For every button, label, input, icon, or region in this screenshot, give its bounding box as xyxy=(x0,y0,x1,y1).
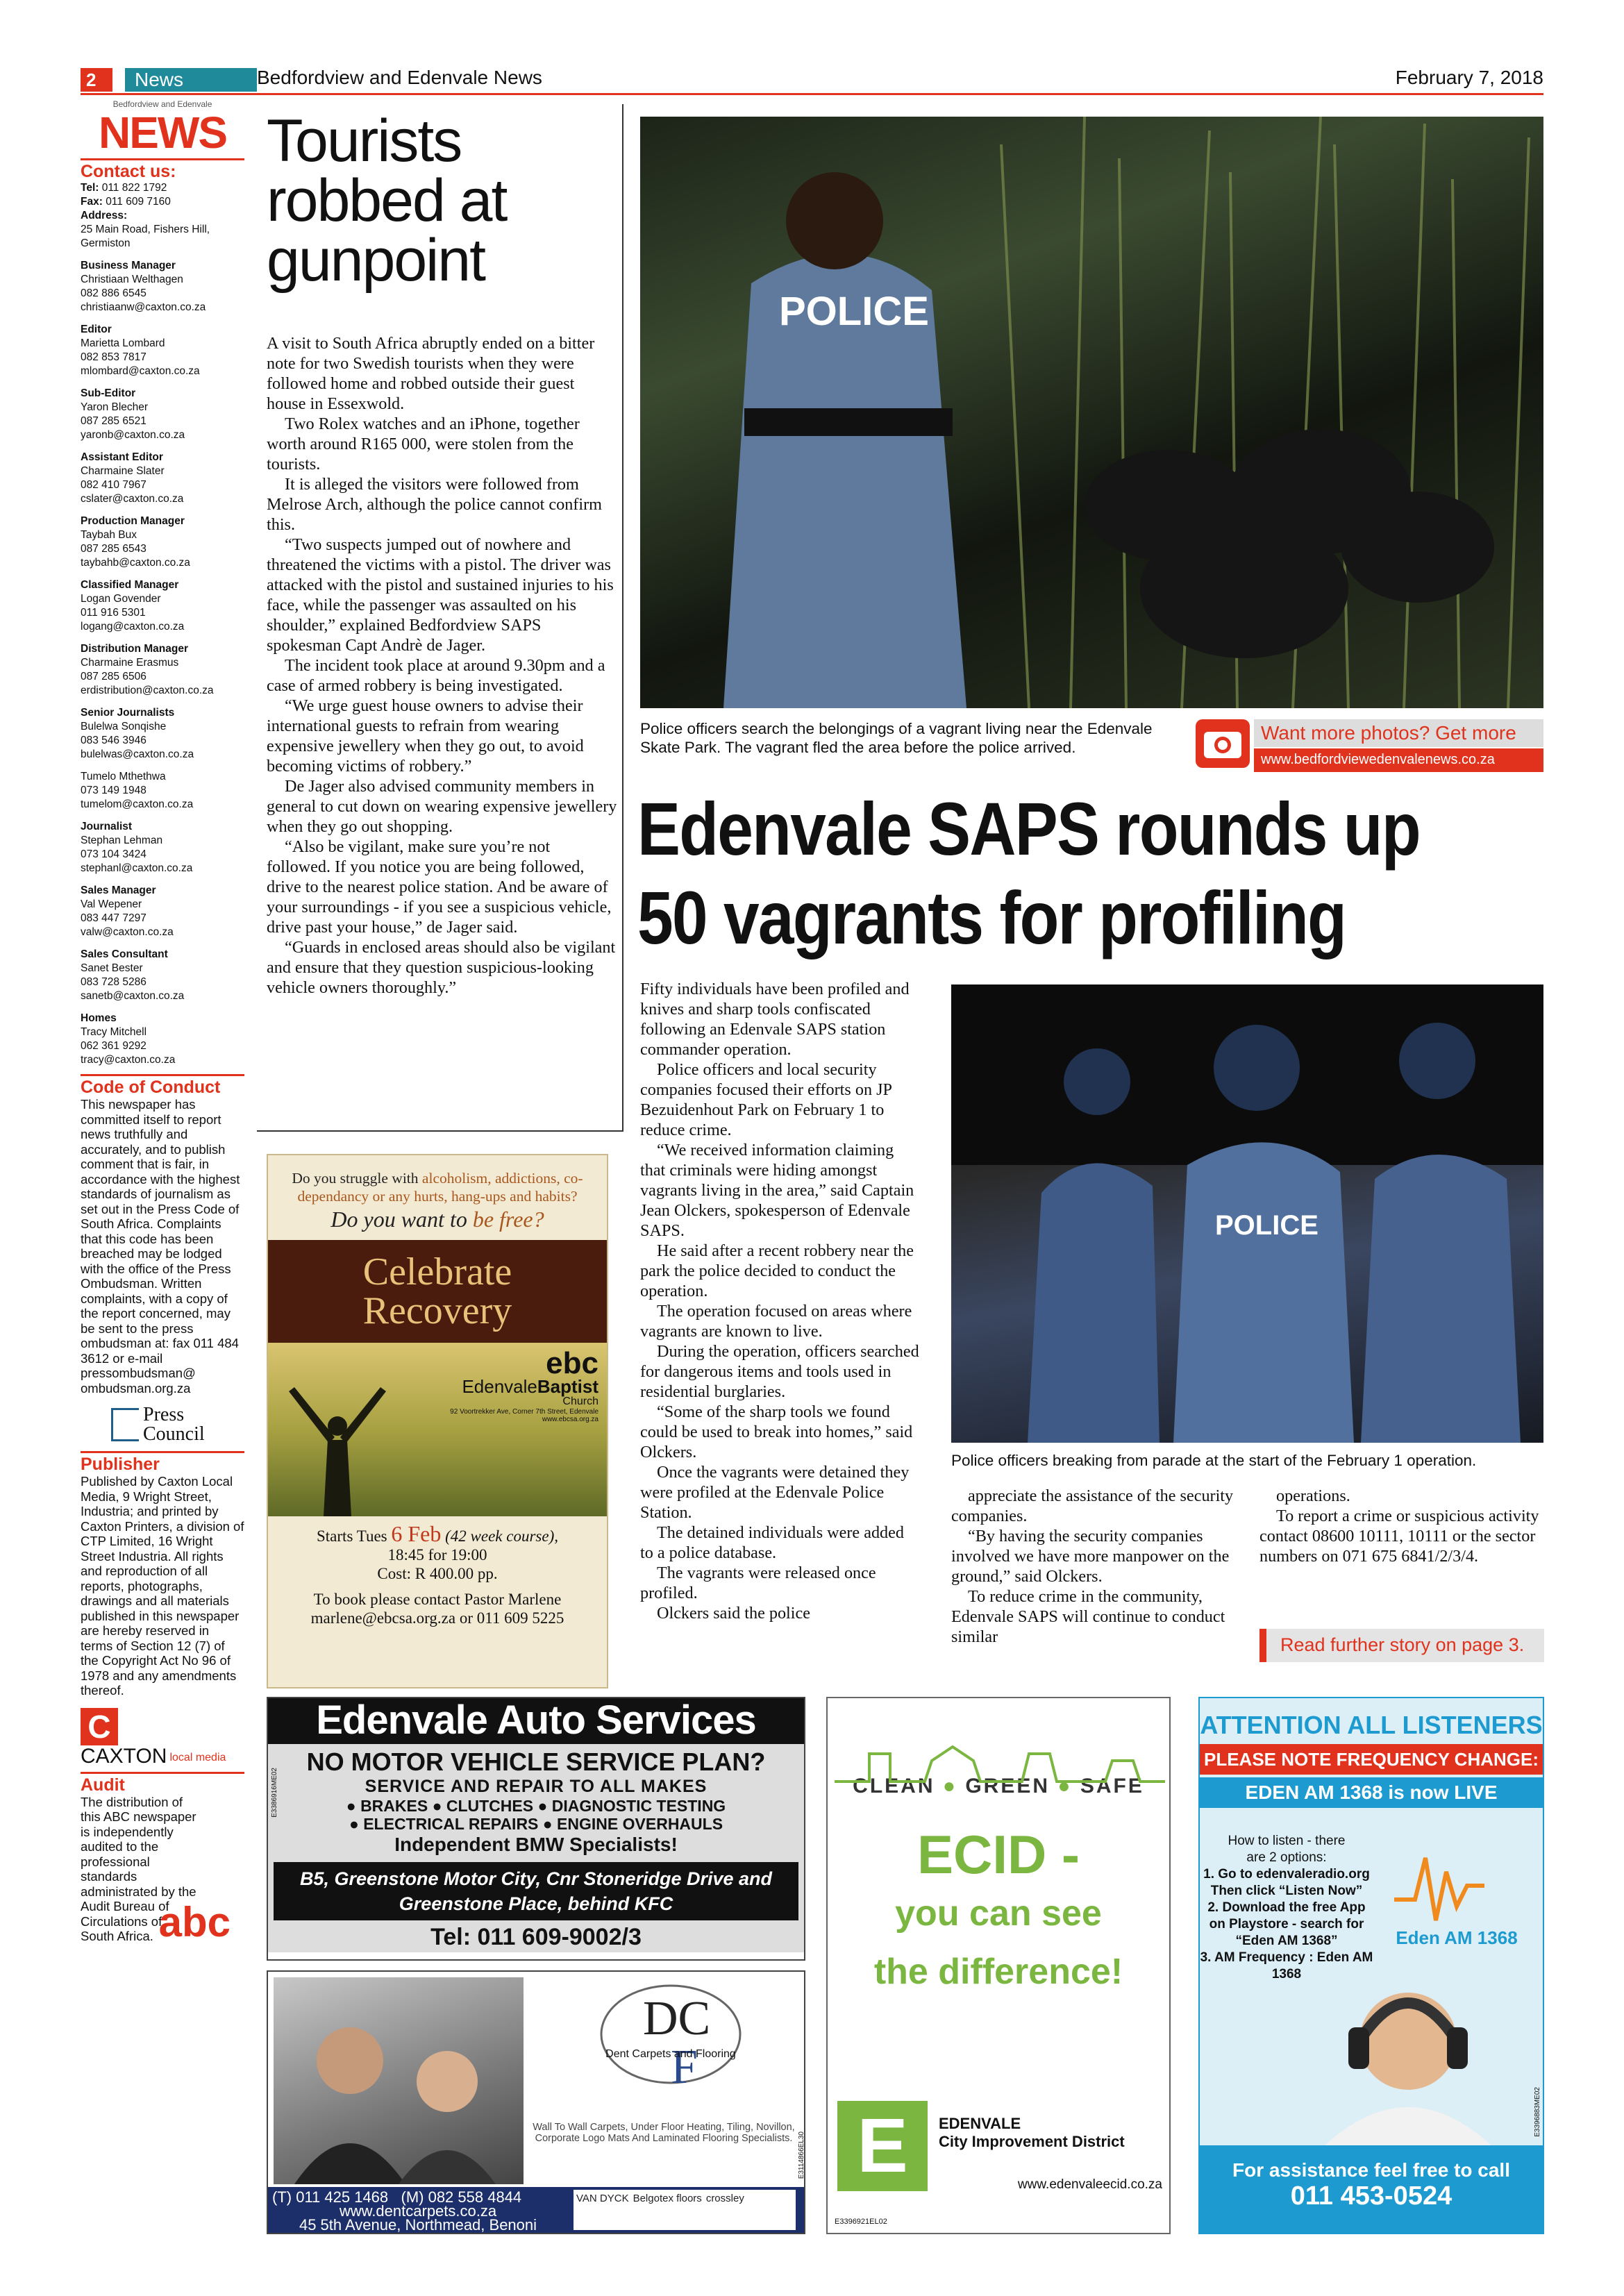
brand-vandyck: VAN DYCK xyxy=(576,2193,629,2204)
staff-line: 011 916 5301 xyxy=(81,607,146,619)
paragraph: The operation focused on areas where vagrants are known to live. xyxy=(640,1302,912,1341)
staff-entry xyxy=(81,820,244,875)
ebc-question-a: Do you want to xyxy=(330,1207,473,1232)
paragraph: During the operation, officers searched for dangerous items and tools used in residential burglaries. xyxy=(640,1342,919,1401)
staff-role: Homes xyxy=(81,1012,117,1024)
paragraph: De Jager also advised community members in general to cut down on wearing expensive jewellery when they go out shopping. xyxy=(267,777,617,836)
radio-ref: E3396883ME02 xyxy=(1534,2087,1541,2137)
radio-step2: 2. Download the free App on Playstore - search for “Eden AM 1368” xyxy=(1207,1900,1366,1948)
staff-line: Tracy Mitchell xyxy=(81,1026,147,1038)
code-text: This newspaper has committed itself to report news truthfully and accurately, and to publish comment that is fair, in accordance with the highest standards of journalism as set out in the Press Code of South Africa. Complaints that this code has been breached may be lodged with the office of the Press Ombudsman. Written complaints, with a copy of the report concerned, may be sent to the press ombudsman at: fax 011 484 3612 or e-mail pressombudsman@ ombudsman.org.za xyxy=(81,1097,240,1396)
pc-line1: Press xyxy=(143,1404,185,1425)
staff-line: stephanl@caxton.co.za xyxy=(81,862,193,874)
dent-mobile: (M) 082 558 4844 xyxy=(401,2188,522,2206)
publisher-heading: Publisher xyxy=(81,1451,244,1474)
logo-subtitle: Bedfordview and Edenvale xyxy=(112,99,212,109)
staff-entry xyxy=(81,578,244,634)
staff-line: 087 285 6543 xyxy=(81,543,147,555)
church-name-3: Church xyxy=(562,1396,598,1407)
staff-entry xyxy=(81,451,244,506)
staff-line: yaronb@caxton.co.za xyxy=(81,429,185,441)
police-text-2: POLICE xyxy=(1215,1210,1319,1241)
church-address: 92 Voortrekker Ave, Corner 7th Street, Edenvale xyxy=(450,1408,598,1416)
section-label: News xyxy=(125,68,257,92)
address-value: 25 Main Road, Fishers Hill, Germiston xyxy=(81,224,210,249)
staff-line: taybahb@caxton.co.za xyxy=(81,557,190,569)
publication-name: Bedfordview and Edenvale News xyxy=(257,67,542,88)
eden-radio-ad xyxy=(1198,1697,1544,2234)
staff-role: Sub-Editor xyxy=(81,387,136,399)
paragraph: Fifty individuals have been profiled and knives and sharp tools confiscated following an Edenvale SAPS station commander operation. xyxy=(640,980,910,1059)
dent-ref: E3114866EL30 xyxy=(798,2131,805,2179)
belt xyxy=(744,408,953,436)
paragraph: “Also be vigilant, make sure you’re not followed. If you notice you are being followed, drive to the nearest police station. And be aware of your surroundings - if you see a suspicious vehicle, drive past your house,” de Jager said. xyxy=(267,837,612,937)
cap-2 xyxy=(1214,1025,1300,1111)
celebrate-recovery-ad xyxy=(267,1154,608,1689)
paragraph: To reduce crime in the community, Edenvale SAPS will continue to conduct similar xyxy=(951,1587,1225,1646)
dent-web: www.dentcarpets.co.za xyxy=(339,2202,497,2220)
auto-services-ad xyxy=(267,1697,805,1961)
paragraph: Police officers and local security companies focused their efforts on JP Bezuidenhout Park on February 1 to reduce crime. xyxy=(640,1060,892,1139)
staff-line: valw@caxton.co.za xyxy=(81,926,174,938)
staff-role: Classified Manager xyxy=(81,579,179,591)
audit-text: The distribution of this ABC newspaper is independently audited to the professional standards administrated by the Audit Bureau of Circulations of South Africa. xyxy=(81,1794,196,1943)
photo1-caption: Police officers search the belongings of a vagrant living near the Edenvale Skate Park. The vagrant fled the area before the police arrived. xyxy=(640,720,1153,756)
press-council-logo xyxy=(111,1405,244,1444)
header-rule xyxy=(81,93,1543,95)
staff-line: logang@caxton.co.za xyxy=(81,621,185,632)
cgs-safe: SAFE xyxy=(1080,1775,1144,1798)
staff-line: Christiaan Welthagen xyxy=(81,274,183,285)
radio-assist: For assistance feel free to call xyxy=(1232,2159,1510,2181)
staff-entry xyxy=(81,387,244,442)
paragraph: “We urge guest house owners to advise their international guests to refrain from wearing expensive jewellery when they go out, to avoid becoming victims of robbery.” xyxy=(267,696,584,776)
auto-title: Edenvale Auto Services xyxy=(268,1698,804,1744)
cap-3 xyxy=(1399,1023,1475,1099)
staff-role: Assistant Editor xyxy=(81,451,163,463)
contact-fax xyxy=(81,195,244,209)
auto-tel: Tel: 011 609-9002/3 xyxy=(430,1924,642,1950)
ecid-logo-icon: E xyxy=(837,2101,928,2191)
paragraph: He said after a recent robbery near the park the police decided to conduct the operation. xyxy=(640,1241,914,1300)
caxton-logo-inner xyxy=(81,1708,167,1768)
staff-role: Senior Journalists xyxy=(81,707,175,719)
staff-line: 082 410 7967 xyxy=(81,479,147,491)
staff-entry xyxy=(81,706,244,762)
news-logo: NEWS xyxy=(99,108,226,158)
sound-wave-icon xyxy=(1387,1844,1526,1927)
radio-title: ATTENTION ALL LISTENERS xyxy=(1200,1711,1543,1739)
dent-brands xyxy=(574,2190,796,2230)
staff-line: 083 546 3946 xyxy=(81,735,147,746)
radio-live: EDEN AM 1368 is now LIVE xyxy=(1200,1777,1543,1808)
cap-1 xyxy=(1064,1048,1130,1115)
ecid-sub2: the difference! xyxy=(873,1952,1123,1992)
publisher-text: Published by Caxton Local Media, 9 Wright Street, Industria; and printed by Caxton Printers, a division of CTP Limited, 16 Wright Street Industria. All rights and reproduction of all reports, photographs, drawings and all materials published in this newspaper are hereby reserved in terms of Section 12 (7) of the Copyright Act No 96 of 1978 and any amendments thereof. xyxy=(81,1474,244,1698)
paragraph: “By having the security companies involved we have more manpower on the ground,” said Olckers. xyxy=(951,1527,1230,1586)
dent-monogram-icon xyxy=(594,1979,747,2104)
cgs-clean: CLEAN xyxy=(853,1775,935,1798)
contact-heading: Contact us: xyxy=(81,158,244,181)
paragraph: To report a crime or suspicious activity contact 08600 10111, 10111 or the sector numbers on 071 675 6841/2/3/4. xyxy=(1259,1507,1539,1566)
ecid-org2: City Improvement District xyxy=(939,2133,1125,2150)
dent-contact-bar xyxy=(268,2187,804,2233)
tel-value: 011 822 1792 xyxy=(101,182,167,194)
brand-crossley: crossley xyxy=(705,2193,744,2204)
staff-entry xyxy=(81,259,244,315)
paragraph: appreciate the assistance of the security companies. xyxy=(951,1486,1234,1525)
ecid-sub1: you can see xyxy=(895,1893,1102,1934)
staff-line: Logan Govender xyxy=(81,593,161,605)
staff-line: Charmaine Slater xyxy=(81,465,165,477)
ebc-details xyxy=(268,1516,607,1627)
dent-owners-photo xyxy=(274,1977,524,2184)
cgs-green: GREEN xyxy=(965,1775,1050,1798)
staff-entry xyxy=(81,1012,244,1067)
headline-line2: 50 vagrants for profiling xyxy=(637,875,1346,960)
starts-date: 6 Feb xyxy=(391,1521,442,1546)
staff-role: Distribution Manager xyxy=(81,643,189,655)
staff-entry xyxy=(81,642,244,698)
staff-line: 073 149 1948 xyxy=(81,785,147,796)
staff-line: sanetb@caxton.co.za xyxy=(81,990,185,1002)
staff-line: 073 104 3424 xyxy=(81,848,147,860)
auto-line3: ● BRAKES ● CLUTCHES ● DIAGNOSTIC TESTING xyxy=(346,1797,726,1815)
ebc-banner xyxy=(268,1240,607,1343)
ebc-question xyxy=(275,1205,600,1233)
radio-brand: Eden AM 1368 xyxy=(1396,1927,1518,1948)
radio-notice: PLEASE NOTE FREQUENCY CHANGE: xyxy=(1200,1744,1543,1775)
church-name-2: Baptist xyxy=(537,1376,598,1397)
auto-line4: ● ELECTRICAL REPAIRS ● ENGINE OVERHAULS xyxy=(349,1815,723,1833)
ebc-intro xyxy=(268,1155,607,1233)
staff-line: Bulelwa Sonqishe xyxy=(81,721,167,732)
pc-line2: Council xyxy=(143,1423,205,1445)
officer-3 xyxy=(1361,1155,1521,1443)
main-article-col2 xyxy=(951,1486,1236,1647)
staff-line: erdistribution@caxton.co.za xyxy=(81,685,214,696)
ecid-title: ECID - xyxy=(917,1824,1080,1885)
page-number: 2 xyxy=(81,68,112,92)
svg-text:DC: DC xyxy=(643,1992,711,2045)
masthead-sidebar xyxy=(81,97,244,1943)
rubbish-bags xyxy=(1085,429,1494,658)
starts-label: Starts Tues xyxy=(317,1527,392,1545)
listener-photo xyxy=(1200,1965,1543,2145)
booking-contact: To book please contact Pastor Marlene marlene@ebcsa.org.za or 011 609 5225 xyxy=(310,1591,564,1627)
further-story-link[interactable]: Read further story on page 3. xyxy=(1259,1629,1544,1662)
church-web: www.ebcsa.org.za xyxy=(542,1416,598,1423)
dent-logo xyxy=(546,1979,796,2118)
ebc-question-b: be free? xyxy=(472,1207,544,1232)
radio-step3: 3. AM Frequency : Eden AM 1368 xyxy=(1200,1950,1373,1981)
paragraph: Two Rolex watches and an iPhone, together worth around R165 000, were stolen from the tourists. xyxy=(267,414,580,474)
ebc-church-logo xyxy=(450,1346,598,1423)
camera-icon[interactable] xyxy=(1196,719,1250,768)
starts-note: (42 week course), xyxy=(441,1527,558,1545)
tel-label: Tel: xyxy=(81,182,99,194)
main-headline xyxy=(637,785,1425,962)
officer-head xyxy=(786,172,883,269)
audit-heading: Audit xyxy=(81,1772,244,1795)
banner-line2: Recovery xyxy=(362,1289,512,1332)
auto-address: B5, Greenstone Motor City, Cnr Stoneridge Drive and Greenstone Place, behind KFC xyxy=(274,1862,798,1920)
caxton-logo xyxy=(81,1708,244,1768)
press-council-text xyxy=(143,1405,205,1444)
staff-line: christiaanw@caxton.co.za xyxy=(81,301,206,313)
ecid-org xyxy=(939,2115,1125,2151)
caxton-c-icon: C xyxy=(81,1708,118,1745)
paragraph: “Some of the sharp tools we found could be used to break into homes,” said Olckers. xyxy=(640,1402,913,1461)
staff-line: Yaron Blecher xyxy=(81,401,149,413)
ecid-ad xyxy=(826,1697,1171,2234)
radio-footer xyxy=(1200,2145,1543,2233)
staff-line: tumelom@caxton.co.za xyxy=(81,798,194,810)
radio-instructions xyxy=(1200,1833,1373,1983)
left-article-body xyxy=(267,333,617,998)
contact-tel xyxy=(81,181,244,195)
radio-phone: 011 453-0524 xyxy=(1290,2181,1453,2211)
paragraph: “Two suspects jumped out of nowhere and threatened the victims with a pistol. The driver was attacked with the pistol and sustained injuries to his face, while the passenger was assaulted on his shoulder,” explained Bedfordview SAPS spokesman Capt Andrè de Jager. xyxy=(267,535,614,655)
staff-entry xyxy=(81,770,244,812)
paragraph: It is alleged the visitors were followed from Melrose Arch, although the police cannot confirm this. xyxy=(267,475,602,534)
caxton-sub: local media xyxy=(169,1751,226,1763)
ebc-sunset-image xyxy=(268,1343,607,1516)
address-label: Address: xyxy=(81,210,128,221)
staff-role: Editor xyxy=(81,324,112,335)
ebc-logo: ebc xyxy=(546,1346,598,1380)
staff-line: bulelwas@caxton.co.za xyxy=(81,748,194,760)
staff-line: mlombard@caxton.co.za xyxy=(81,365,200,377)
dent-carpets-ad xyxy=(267,1970,805,2234)
staff-entry xyxy=(81,514,244,570)
ebc-intro-b: alcoholism, addictions, co-dependancy or any hurts, hang-ups and habits? xyxy=(297,1170,583,1205)
radio-how: How to listen - there are 2 options: xyxy=(1228,1834,1346,1865)
officer-2 xyxy=(1173,1142,1354,1443)
auto-body xyxy=(268,1744,804,1952)
staff-list xyxy=(81,259,244,1067)
staff-line: Sanet Bester xyxy=(81,962,143,974)
press-council-icon xyxy=(111,1408,139,1441)
officer-1 xyxy=(1028,1163,1160,1443)
staff-line: Stephan Lehman xyxy=(81,835,163,846)
staff-entry xyxy=(81,323,244,378)
dent-address: 45 5th Avenue, Northmead, Benoni xyxy=(299,2216,537,2234)
staff-line: 087 285 6521 xyxy=(81,415,147,427)
ecid-org1: EDENVALE xyxy=(939,2115,1021,2132)
photo1-illustration xyxy=(640,117,1543,708)
headline-line1: Edenvale SAPS rounds up xyxy=(637,787,1420,871)
paragraph: The vagrants were released once profiled. xyxy=(640,1564,876,1602)
staff-role: Business Manager xyxy=(81,260,176,271)
main-article-col3 xyxy=(1259,1486,1544,1566)
ecid-ref: E3396921EL02 xyxy=(835,2218,887,2226)
police-text: POLICE xyxy=(779,289,929,334)
issue-date: February 7, 2018 xyxy=(1395,67,1543,88)
staff-line: Marietta Lombard xyxy=(81,337,165,349)
staff-line: Tumelo Mthethwa xyxy=(81,771,166,782)
skyline-icon xyxy=(828,1726,1172,1795)
auto-ref: E3386916ME02 xyxy=(271,1768,278,1818)
clean-green-safe: CLEAN ● GREEN ● SAFE xyxy=(853,1775,1144,1798)
staff-line: 082 853 7817 xyxy=(81,351,147,363)
dent-logo-text: Dent Carpets and Flooring xyxy=(605,2048,736,2060)
dent-services: Wall To Wall Carpets, Under Floor Heating, Tiling, Novillon, Corporate Logo Mats And Laminated Flooring Specialists. xyxy=(533,2122,795,2144)
police-search-photo xyxy=(640,117,1543,708)
staff-role: Sales Manager xyxy=(81,885,156,896)
staff-line: 083 728 5286 xyxy=(81,976,147,988)
ebc-intro-a: Do you struggle with xyxy=(292,1170,422,1187)
ecid-web: www.edenvaleecid.co.za xyxy=(1017,2177,1162,2192)
svg-text:F: F xyxy=(671,2041,698,2094)
staff-entry xyxy=(81,884,244,939)
staff-line: 082 886 6545 xyxy=(81,287,147,299)
paragraph: “We received information claiming that criminals were hiding amongst vagrants living in the area,” said Captain Jean Olckers, spokesperson of Edenvale SAPS. xyxy=(640,1141,914,1240)
code-heading: Code of Conduct xyxy=(81,1074,244,1097)
photo2-illustration xyxy=(951,984,1543,1443)
staff-role: Journalist xyxy=(81,821,133,832)
banner-line1: Celebrate xyxy=(362,1250,512,1293)
caxton-name: CAXTON xyxy=(81,1744,167,1768)
paragraph: A visit to South Africa abruptly ended on a bitter note for two Swedish tourists when they were followed home and robbed outside their guest house in Essexwold. xyxy=(267,334,595,413)
auto-line5: Independent BMW Specialists! xyxy=(394,1834,678,1855)
course-time: 18:45 for 19:00 xyxy=(387,1546,487,1564)
church-name-1: Edenvale xyxy=(462,1376,537,1397)
fax-value: 011 609 7160 xyxy=(106,196,171,208)
paragraph: The incident took place at around 9.30pm and a case of armed robbery is being investigated. xyxy=(267,656,605,695)
photo2-caption: Police officers breaking from parade at the start of the February 1 operation. xyxy=(951,1452,1477,1469)
staff-line: cslater@caxton.co.za xyxy=(81,493,184,505)
auto-line2: SERVICE AND REPAIR TO ALL MAKES xyxy=(365,1777,708,1796)
brand-belgotex: Belgotex floors xyxy=(633,2193,702,2204)
radio-step1: 1. Go to edenvaleradio.org Then click “Listen Now” xyxy=(1203,1867,1370,1898)
staff-line: Taybah Bux xyxy=(81,529,137,541)
more-photos-url[interactable]: www.bedfordviewedenvalenews.co.za xyxy=(1254,748,1543,772)
auto-line1: NO MOTOR VEHICLE SERVICE PLAN? xyxy=(306,1748,766,1776)
paragraph: “Guards in enclosed areas should also be vigilant and ensure that they question suspicious-looking vehicle owners thoroughly.” xyxy=(267,938,616,997)
main-article-col1 xyxy=(640,979,921,1623)
paragraph: The detained individuals were added to a police database. xyxy=(640,1523,904,1562)
police-parade-photo xyxy=(951,984,1543,1443)
course-cost: Cost: R 400.00 pp. xyxy=(377,1565,498,1582)
staff-entry xyxy=(81,948,244,1003)
more-photos-link[interactable]: Want more photos? Get more xyxy=(1254,719,1543,747)
paragraph: Olckers said the police xyxy=(657,1604,810,1623)
dent-tel: (T) 011 425 1468 xyxy=(272,2188,389,2206)
abc-logo: abc xyxy=(158,1898,231,1945)
staff-role: Sales Consultant xyxy=(81,948,168,960)
staff-line: 087 285 6506 xyxy=(81,671,147,682)
staff-line: 083 447 7297 xyxy=(81,912,147,924)
staff-line: 062 361 9292 xyxy=(81,1040,147,1052)
paragraph: operations. xyxy=(1276,1486,1350,1505)
staff-role: Production Manager xyxy=(81,515,185,527)
staff-line: Charmaine Erasmus xyxy=(81,657,179,669)
staff-line: Val Wepener xyxy=(81,898,142,910)
fax-label: Fax: xyxy=(81,196,103,208)
left-article-title: Tourists robbed at gunpoint xyxy=(267,108,507,294)
staff-line: tracy@caxton.co.za xyxy=(81,1054,176,1066)
paragraph: Once the vagrants were detained they were profiled at the Edenvale Police Station. xyxy=(640,1463,910,1522)
